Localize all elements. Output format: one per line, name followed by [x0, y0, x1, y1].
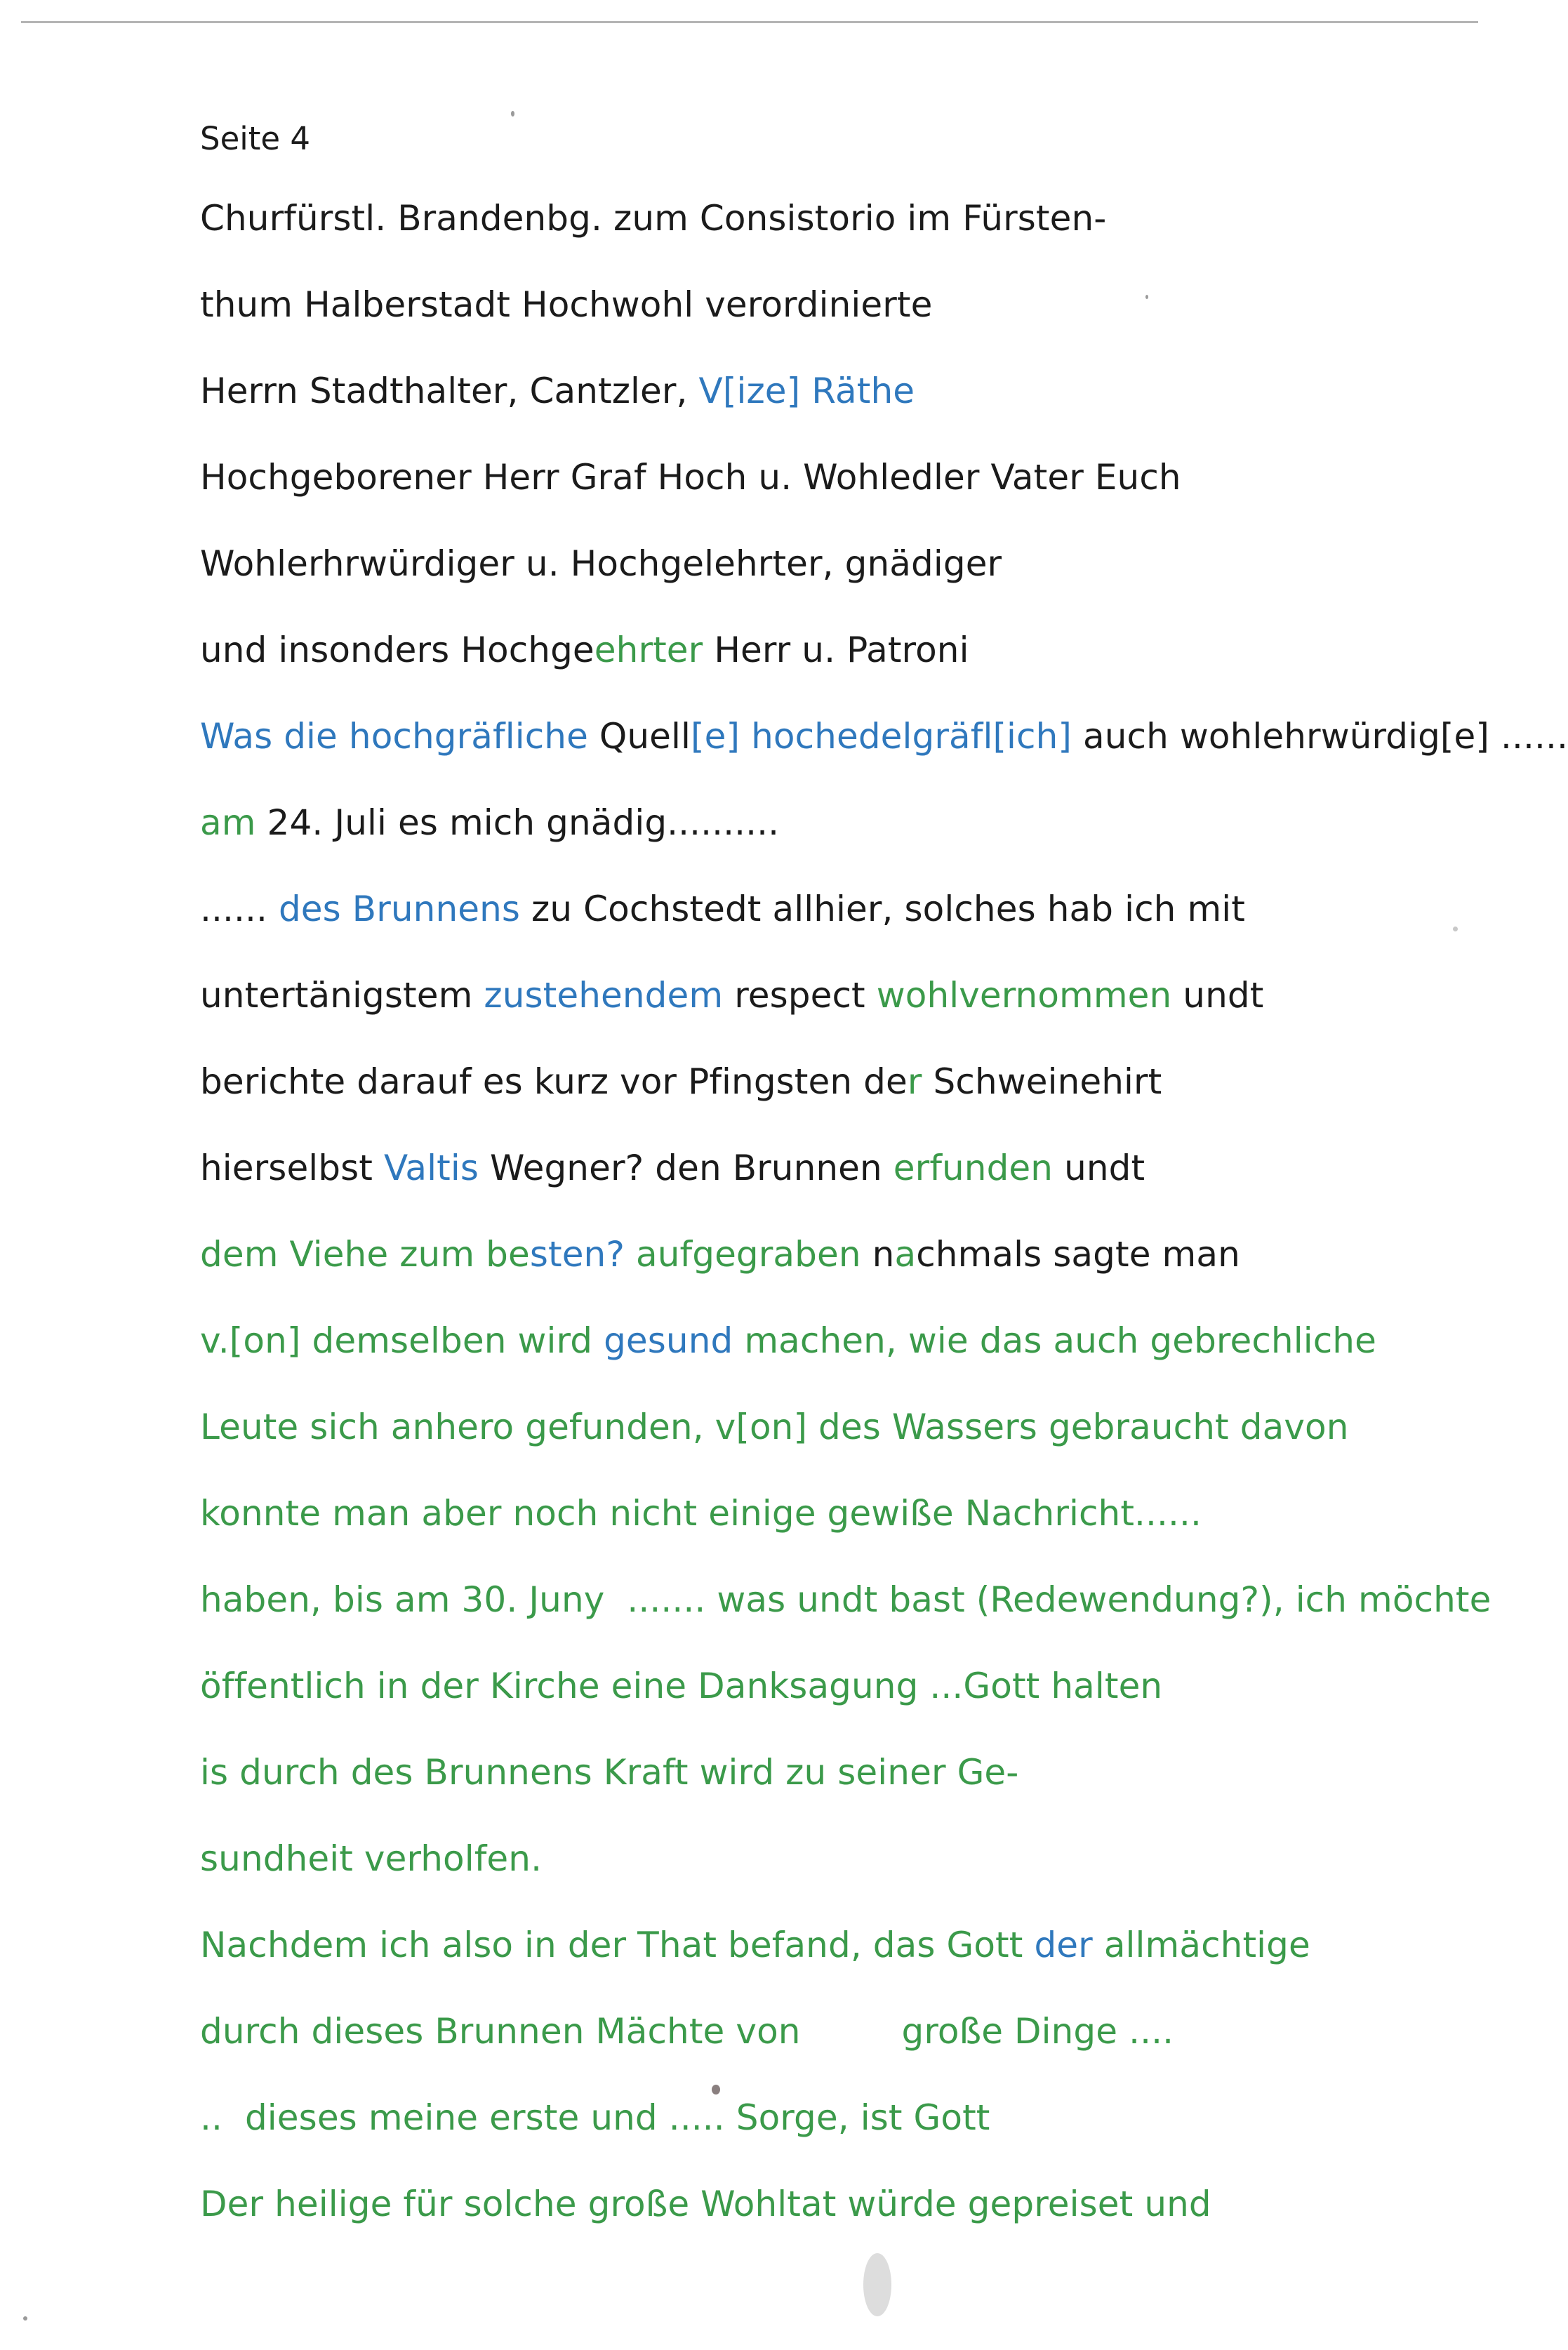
transcript-run: allmächtige: [1092, 1925, 1310, 1965]
transcript-run: Nachdem ich also in der That befand, das Gott: [200, 1925, 1035, 1965]
transcript-run: respect: [723, 975, 877, 1016]
transcript-run: hierselbst: [200, 1148, 384, 1188]
transcript-line: [200, 2003, 1484, 2059]
transcript-line: [200, 1658, 1484, 1714]
transcript-line: [200, 622, 1484, 678]
transcript-run: r: [907, 1061, 922, 1102]
transcript-line: [200, 1226, 1484, 1282]
transcript-run: öffentlich in der Kirche eine Danksagung ...Gott halten: [200, 1666, 1163, 1706]
transcript-run: dem Viehe zum be: [200, 1234, 530, 1275]
transcript-run: zu Cochstedt allhier, solches hab ich mit: [520, 889, 1245, 929]
transcript-run: wohlvernommen: [876, 975, 1172, 1016]
transcript-run: machen, wie das auch gebrechliche: [733, 1320, 1376, 1361]
transcript-run: der: [1034, 1925, 1093, 1965]
transcript-run: konnte man aber noch nicht einige gewiße Nachricht......: [200, 1493, 1202, 1534]
transcript-run: Schweinehirt: [922, 1061, 1162, 1102]
transcript-run: 24. Juli es mich gnädig..........: [255, 802, 780, 843]
transcript-run: zustehendem: [484, 975, 724, 1016]
transcript-run: undt: [1171, 975, 1264, 1016]
transcript-line: [200, 2090, 1484, 2146]
transcript-run: [e] hochedelgräfl[ich]: [691, 716, 1072, 757]
transcript-line: [200, 795, 1484, 851]
scan-speck: [863, 2253, 891, 2316]
transcript-line: [200, 1917, 1484, 1973]
transcript-run: is durch des Brunnens Kraft wird zu seiner Ge-: [200, 1752, 1019, 1793]
scan-speck: [1145, 295, 1148, 299]
transcript-run: Valtis: [384, 1148, 479, 1188]
transcript-line: [200, 1140, 1484, 1196]
transcript-line: [200, 277, 1484, 333]
transcript-run: am: [200, 802, 256, 843]
transcript-run: Churfürstl. Brandenbg. zum Consistorio im Fürsten-: [200, 198, 1107, 239]
transcript-line: [200, 1485, 1484, 1541]
transcript-run: gesund: [604, 1320, 733, 1361]
document-page: [200, 111, 1568, 2262]
transcript-line: [200, 708, 1568, 764]
transcript-run: Quell: [587, 716, 691, 757]
transcript-run: ehrter: [594, 630, 703, 670]
transcript-run: sundheit verholfen.: [200, 1838, 543, 1879]
transcript-body: [200, 190, 1568, 2232]
transcript-run: untertänigstem: [200, 975, 484, 1016]
transcript-run: auch wohlehrwürdig[e] ......: [1072, 716, 1568, 757]
transcript-run: erfunden: [893, 1148, 1054, 1188]
transcript-run: Leute sich anhero gefunden, v[on] des Wassers gebraucht davon: [200, 1407, 1349, 1447]
transcript-run: chmals sagte man: [916, 1234, 1240, 1275]
transcript-line: [200, 363, 1484, 419]
transcript-line: [200, 190, 1484, 246]
transcript-run: Wohlerhrwürdiger u. Hochgelehrter, gnädiger: [200, 543, 1002, 584]
transcript-line: [200, 536, 1484, 592]
transcript-line: [200, 1744, 1484, 1800]
scan-speck: [511, 111, 514, 117]
transcript-line: [200, 967, 1484, 1023]
top-rule: [21, 21, 1478, 23]
page-label: Seite 4: [200, 120, 311, 157]
transcript-run: aufgegraben: [625, 1234, 872, 1275]
transcript-line: [200, 881, 1484, 937]
scan-speck: [712, 2085, 720, 2095]
transcript-run: a: [894, 1234, 917, 1275]
transcript-run: Wegner? den Brunnen: [479, 1148, 893, 1188]
transcript-run: v.[on] demselben wird: [200, 1320, 604, 1361]
transcript-run: Der heilige für solche große Wohltat würde gepreiset und: [200, 2184, 1211, 2224]
transcript-run: durch dieses Brunnen Mächte von große Dinge ....: [200, 2011, 1174, 2052]
transcript-line: [200, 1054, 1484, 1110]
transcript-run: n: [872, 1234, 895, 1275]
transcript-line: [200, 1313, 1484, 1369]
transcript-run: undt: [1053, 1148, 1145, 1188]
transcript-run: berichte darauf es kurz vor Pfingsten de: [200, 1061, 908, 1102]
transcript-line: [200, 1572, 1491, 1628]
transcript-run: ......: [200, 889, 279, 929]
transcript-run: sten?: [529, 1234, 625, 1275]
transcript-run: Was die hochgräfliche: [200, 716, 588, 757]
transcript-run: Herrn Stadthalter, Cantzler,: [200, 371, 699, 411]
scan-speck: [23, 2316, 27, 2321]
transcript-line: [200, 1399, 1484, 1455]
transcript-run: thum Halberstadt Hochwohl verordinierte: [200, 284, 933, 325]
scan-speck: [1453, 927, 1458, 931]
transcript-line: [200, 449, 1484, 505]
transcript-run: und insonders Hochge: [200, 630, 594, 670]
transcript-line: [200, 1831, 1484, 1887]
transcript-run: .. dieses meine erste und ..... Sorge, ist Gott: [200, 2097, 990, 2138]
transcript-run: des Brunnens: [278, 889, 521, 929]
transcript-line: [200, 2176, 1484, 2232]
transcript-run: V[ize] Räthe: [698, 371, 915, 411]
transcript-run: Herr u. Patroni: [703, 630, 969, 670]
transcript-run: Hochgeborener Herr Graf Hoch u. Wohledler Vater Euch: [200, 457, 1181, 498]
transcript-run: haben, bis am 30. Juny ....... was undt bast (Redewendung?), ich möchte: [200, 1579, 1491, 1620]
